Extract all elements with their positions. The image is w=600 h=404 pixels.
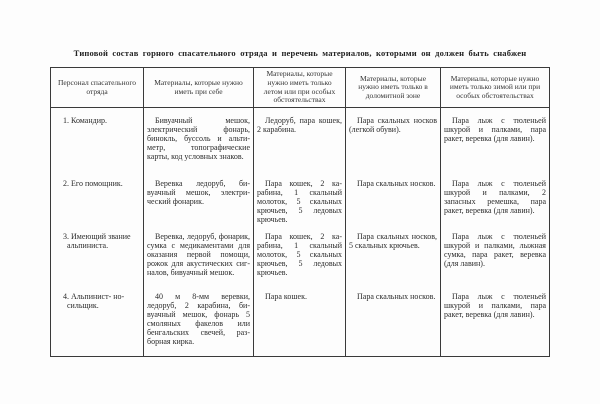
cell-materials-summer: Пара кошек, 2 карабина, 1 скальный молоток, 5 скальных крючьев, 5 ледовых крючьев.	[254, 224, 346, 284]
cell-personnel: 3. Имеющий звание альпиниста.	[51, 224, 144, 284]
table-header-row	[51, 68, 550, 108]
cell-personnel: 4. Альпинист- носильщик.	[51, 284, 144, 357]
cell-materials-summer: Пара кошек, 2 карабина, 1 скальный молоток, 5 скальных крючьев, 5 ледовых крючьев.	[254, 171, 346, 224]
cell-materials-dolomite: Пара скальных носков (легкой обуви).	[346, 108, 441, 171]
cell-materials-carry: Веревка, ледоруб, фонарик, сумка с медикаментами для оказания первой помощи, рожок для акустических сигналов, бивуачный мешок.	[144, 224, 254, 284]
cell-materials-dolomite: Пара скальных носков.	[346, 171, 441, 224]
document-title: Типовой состав горного спасательного отряда и перечень материалов, которыми он должен быть снабжен	[73, 48, 527, 58]
cell-materials-winter: Пара лыж с тюленьей шкурой и палками, пара ракет, веревка (для лавин).	[441, 108, 550, 171]
column-header-materials-winter: Материалы, которые нужно иметь только зимой или при особых обстоятельствах	[441, 68, 550, 108]
table-row	[51, 171, 550, 224]
cell-materials-carry: 40 м 8-мм веревки, ледоруб, 2 карабина, бивуачный мешок, фонарь 5 смоляных факелов или бенгальских свечей, разборная кирка.	[144, 284, 254, 357]
cell-materials-dolomite: Пара скальных носков.	[346, 284, 441, 357]
cell-personnel: 2. Его помощник.	[51, 171, 144, 224]
table-row	[51, 224, 550, 284]
cell-materials-winter: Пара лыж с тюленьей шкурой и палками, 2 запасных ремешка, пара ракет, веревка (для лавин).	[441, 171, 550, 224]
table-row	[51, 284, 550, 357]
column-header-materials-summer: Материалы, которые нужно иметь только летом или при особых обстоятельствах	[254, 68, 346, 108]
cell-materials-carry: Бивуачный мешок, электрический фонарь, бинокль, буссоль и альтиметр, топографические карты, код условных знаков.	[144, 108, 254, 171]
cell-materials-summer: Ледоруб, пара кошек, 2 карабина.	[254, 108, 346, 171]
cell-materials-carry: Веревка ледоруб, бивуачный мешок, электрический фонарик.	[144, 171, 254, 224]
rescue-team-equipment-table	[50, 67, 550, 357]
cell-materials-dolomite: Пара скальных носков, 5 скальных крючьев.	[346, 224, 441, 284]
column-header-materials-dolomite: Материалы, которые нужно иметь только в доломитной зоне	[346, 68, 441, 108]
cell-materials-summer: Пара кошек.	[254, 284, 346, 357]
column-header-materials-carry: Материалы, которые нужно иметь при себе	[144, 68, 254, 108]
cell-personnel: 1. Командир.	[51, 108, 144, 171]
table-row	[51, 108, 550, 171]
cell-materials-winter: Пара лыж с тюленьей шкурой и палками, пара ракет, веревка (для лавин).	[441, 284, 550, 357]
cell-materials-winter: Пара лыж с тюленьей шкурой и палками, лыжная сумка, пара ракет, веревка (для лавин).	[441, 224, 550, 284]
column-header-personnel: Персонал спасательного отряда	[51, 68, 144, 108]
